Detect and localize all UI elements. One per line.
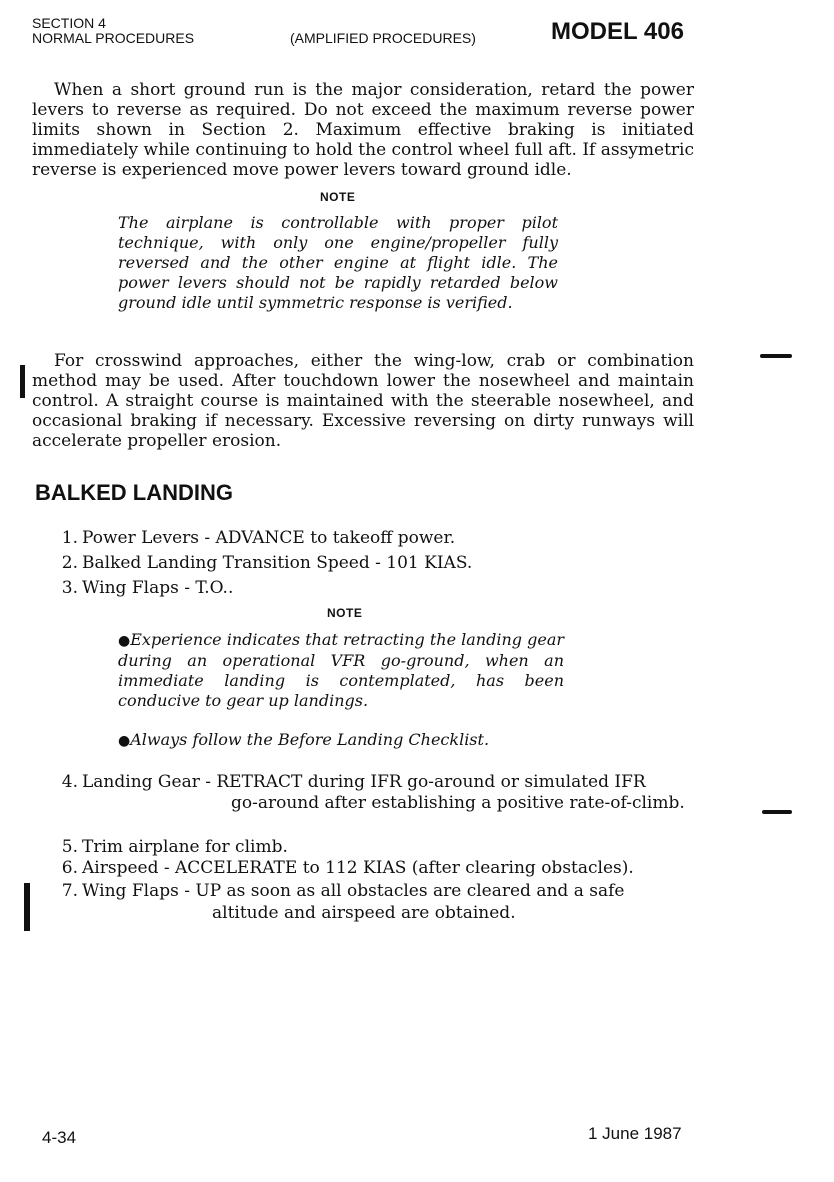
paragraph-short-ground-run: When a short ground run is the major consideration, retard the power levers to reverse as required. Do not exceed the maximum reverse power limits shown in Section 2. Maximum effective braking is initiated immediately while continuing to hold the control wheel full aft. If assymetric reverse is experienced move power levers toward ground idle. [32,80,695,180]
list-item: 6. Airspeed - ACCELERATE to 112 KIAS (after clearing obstacles). [61,858,634,878]
list-item: 4. Landing Gear - RETRACT during IFR go-around or simulated IFR [61,772,646,792]
margin-mark [760,354,792,358]
paragraph-crosswind: For crosswind approaches, either the wing-low, crab or combination method may be used. After touchdown lower the nosewheel and maintain control. A straight course is maintained with the steerable nosewheel, and occasional braking if necessary. Excessive reversing on dirty runways will accelerate propeller erosion. [32,351,694,451]
list-item-continuation: altitude and airspeed are obtained. [212,903,516,923]
list-item: 3. Wing Flaps - T.O.. [61,578,234,598]
note-bullet: ●Experience indicates that retracting the landing gear during an operational VFR go-ground, when an immediate landing is contemplated, has been conducive to gear up landings. [118,630,565,710]
list-item: 7. Wing Flaps - UP as soon as all obstacles are cleared and a safe [61,881,625,901]
section-heading: BALKED LANDING [35,480,233,505]
section-title: NORMAL PROCEDURES [32,30,195,46]
page-number: 4-34 [42,1128,77,1147]
bullet-icon: ● [118,633,131,649]
note-bullet: ●Always follow the Before Landing Checklist. [118,730,490,749]
note-label: NOTE [327,606,363,620]
margin-mark [762,810,792,814]
header-subtitle: (AMPLIFIED PROCEDURES) [290,30,476,46]
change-bar [20,365,25,398]
model-title: MODEL 406 [551,18,684,45]
procedure-steps [50,528,690,599]
list-item: 5. Trim airplane for climb. [61,837,288,857]
list-item-continuation: go-around after establishing a positive rate-of-climb. [231,793,685,813]
revision-date: 1 June 1987 [588,1124,682,1143]
section-number: SECTION 4 [32,15,106,31]
bullet-icon: ● [118,733,131,749]
list-item: 1. Power Levers - ADVANCE to takeoff power. [61,528,456,548]
list-item: 2. Balked Landing Transition Speed - 101 KIAS. [61,553,473,573]
note-label: NOTE [320,190,356,204]
change-bar [24,883,30,931]
note-text: The airplane is controllable with proper pilot technique, with only one engine/propeller fully reversed and the other engine at flight idle. The power levers should not be rapidly retarded below ground idle until symmetric response is verified. [118,213,558,312]
